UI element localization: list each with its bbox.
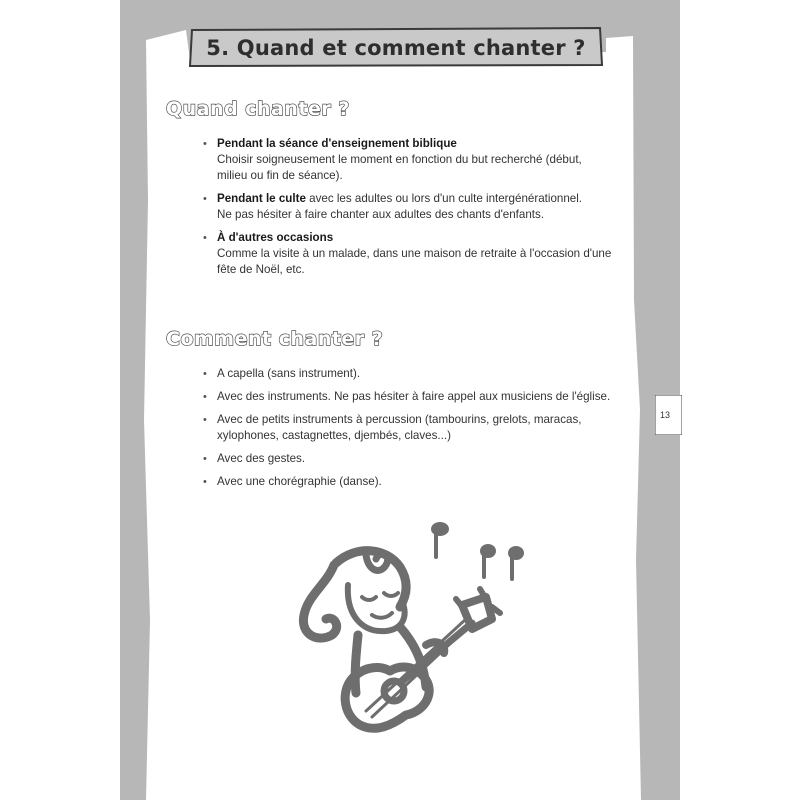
bullet-icon: • xyxy=(203,391,207,403)
item-bold-label: Pendant le culte xyxy=(217,192,306,205)
list-item xyxy=(203,451,613,467)
bullet-icon: • xyxy=(203,193,207,205)
list-item xyxy=(203,191,613,223)
item-text: Ne pas hésiter à faire chanter aux adultes des chants d'enfants. xyxy=(217,208,545,221)
item-text: Avec de petits instruments à percussion (tambourins, grelots, maracas, xylophones, castagnettes, djembés, claves...) xyxy=(217,413,582,442)
list-item xyxy=(203,389,613,405)
list-item xyxy=(203,474,613,490)
list-item xyxy=(203,230,613,278)
bullet-icon: • xyxy=(203,453,207,465)
item-text: Comme la visite à un malade, dans une maison de retraite à l'occasion d'une fête de Noël, etc. xyxy=(217,247,612,276)
item-text: avec les adultes ou lors d'un culte intergénérationnel. xyxy=(305,192,583,205)
list-quand-chanter xyxy=(203,136,613,285)
list-comment-chanter xyxy=(203,366,613,497)
item-text: Choisir soigneusement le moment en fonction du but recherché (début, milieu ou fin de séance). xyxy=(217,153,582,182)
page-title: 5. Quand et comment chanter ? xyxy=(206,36,586,60)
music-notes-icon xyxy=(433,524,522,579)
bullet-icon: • xyxy=(203,232,207,244)
list-item xyxy=(203,366,613,382)
section-heading-comment: Comment chanter ? xyxy=(166,328,384,350)
item-text: A capella (sans instrument). xyxy=(217,367,361,380)
list-item xyxy=(203,136,613,184)
item-bold-label: Pendant la séance d'enseignement biblique xyxy=(217,137,457,150)
item-text: Avec des instruments. Ne pas hésiter à faire appel aux musiciens de l'église. xyxy=(217,390,611,403)
list-item xyxy=(203,412,613,444)
bullet-icon: • xyxy=(203,368,207,380)
item-bold-label: À d'autres occasions xyxy=(217,231,334,244)
guitar-player-illustration xyxy=(296,515,536,735)
item-first-line xyxy=(217,191,613,207)
bullet-icon: • xyxy=(203,414,207,426)
item-text: Avec des gestes. xyxy=(217,452,306,465)
page-number: 13 xyxy=(660,410,671,420)
bullet-icon: • xyxy=(203,138,207,150)
bullet-icon: • xyxy=(203,476,207,488)
item-text: Avec une chorégraphie (danse). xyxy=(217,475,382,488)
section-heading-quand: Quand chanter ? xyxy=(166,98,350,120)
